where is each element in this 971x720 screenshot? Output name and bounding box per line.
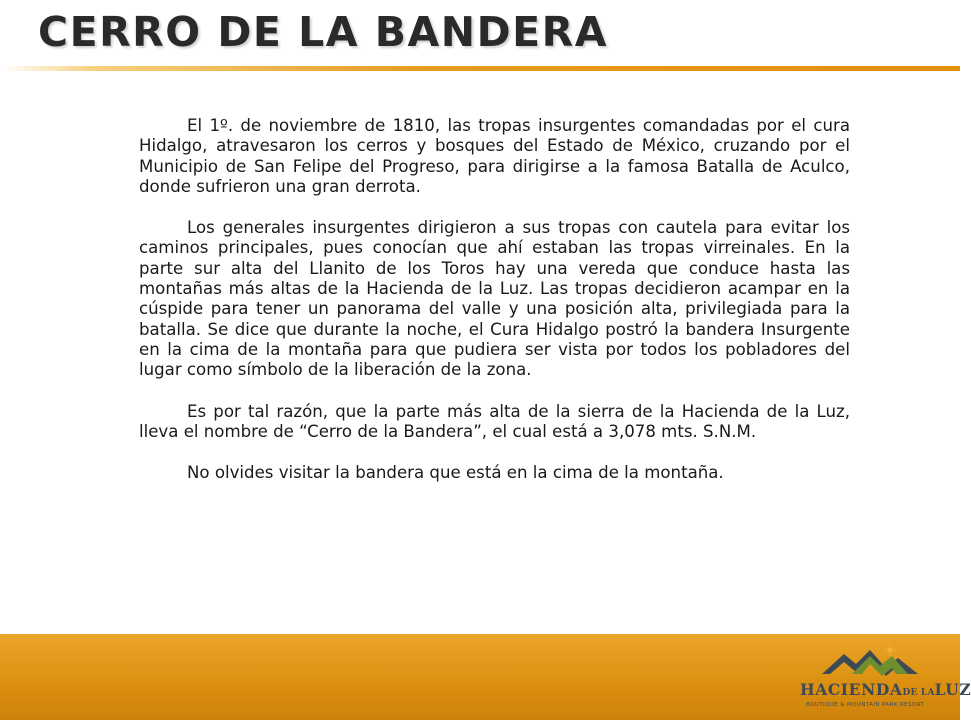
body-text <box>139 116 850 504</box>
paragraph-1: El 1º. de noviembre de 1810, las tropas insurgentes comandadas por el cura Hidalgo, atravesaron los cerros y bosques del Estado de México, cruzando por el Municipio de San Felipe del Progreso, para dirigirse a la famosa Batalla de Aculco, donde sufrieron una gran derrota. <box>139 116 850 196</box>
mountain-logo-icon <box>822 644 932 678</box>
logo-name-small: DE LA <box>902 688 935 698</box>
paragraph-2: Los generales insurgentes dirigieron a sus tropas con cautela para evitar los caminos principales, pues conocían que ahí estaban las tropas virreinales. En la parte sur alta del Llanito de los Toros hay una vereda que conduce hasta las montañas más altas de la Hacienda de la Luz. Las tropas decidieron acampar en la cúspide para tener un panorama del valle y una posición alta, privilegiada para la batalla. Se dice que durante la noche, el Cura Hidalgo postró la bandera Insurgente en la cima de la montaña para que pudiera ser vista por todos los pobladores del lugar como símbolo de la liberación de la zona. <box>139 218 850 380</box>
logo-tagline: BOUTIQUE & MOUNTAIN PARK RESORT <box>806 702 925 708</box>
paragraph-4: No olvides visitar la bandera que está en la cima de la montaña. <box>187 463 724 483</box>
paragraph-3: Es por tal razón, que la parte más alta de la sierra de la Hacienda de la Luz, lleva el nombre de “Cerro de la Bandera”, el cual está a 3,078 mts. S.N.M. <box>139 401 850 441</box>
title-underline <box>0 66 960 71</box>
logo-name-end: LUZ <box>934 680 971 699</box>
hacienda-de-la-luz-logo <box>800 644 971 716</box>
logo-wordmark <box>800 680 971 699</box>
logo-name-main: HACIENDA <box>800 680 903 699</box>
slide-title: CERRO DE LA BANDERA <box>38 8 608 56</box>
